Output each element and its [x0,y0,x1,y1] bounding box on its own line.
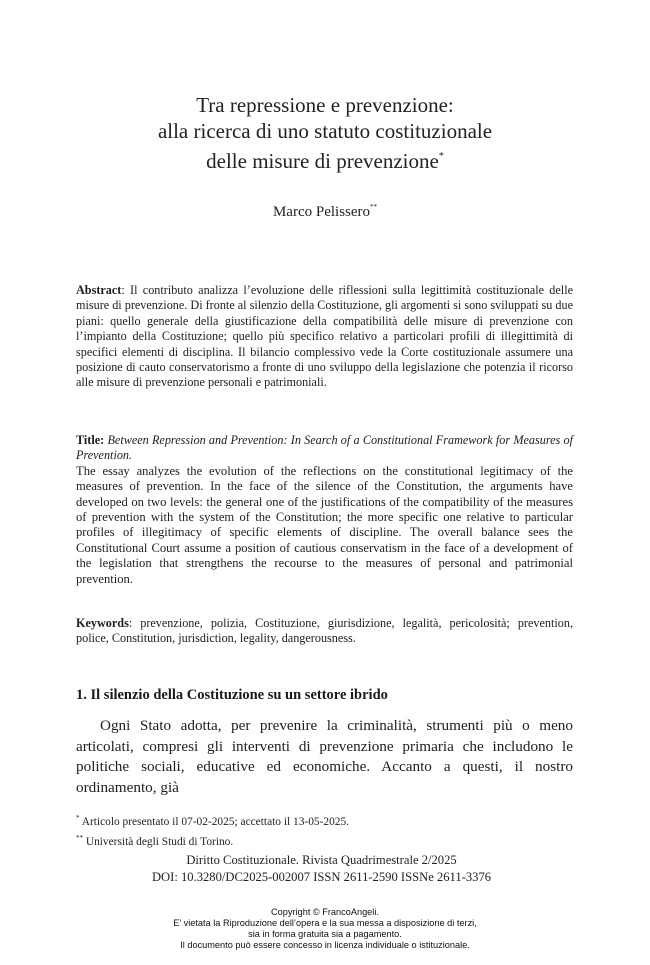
title-line-1: Tra repressione e prevenzione: [196,93,454,117]
english-title-label: Title: [76,433,105,447]
author [0,203,650,221]
copyright-line-2: E’ vietata la Riproduzione dell’opera e la sua messa a disposizione di terzi, [173,918,477,929]
footnote-2-text: Università degli Studi di Torino. [83,835,234,848]
keywords-label: Keywords [76,616,129,630]
footnotes [76,811,573,850]
section-heading: 1. Il silenzio della Costituzione su un settore ibrido [76,687,388,703]
copyright-notice [0,907,650,951]
footnote-1 [76,811,573,831]
journal-info [76,852,573,885]
footnote-1-mark: * [76,814,80,822]
copyright-line-4: Il documento può essere concesso in licenza individuale o istituzionale. [180,940,470,951]
abstract-text: : Il contributo analizza l’evoluzione delle riflessioni sulla legittimità costituzionale delle misure di prevenzione. Di fronte al silenzio della Costituzione, gli argomenti si sono sviluppati su due piani: quello generale della giustificazione della compatibilità delle misure di prevenzione con l’impianto della Costituzione; quello più specifico relativo a particolari profili di illegittimità di specifici elementi di disciplina. Il bilancio complessivo vede la Corte costituzionale assumere una posizione di cauto conservatorismo a fronte di uno sviluppo della legislazione che potenzia il ricorso alle misure di prevenzione personali e patrimoniali. [76,283,573,390]
author-footnote-mark: ** [370,203,378,211]
journal-line-2: DOI: 10.3280/DC2025-002007 ISSN 2611-2590 ISSNe 2611-3376 [151,869,492,884]
author-name: Marco Pelissero [272,204,371,220]
title-line-3 [0,144,650,174]
abstract [76,283,573,391]
title-line-3-text: delle misure di prevenzione [206,149,439,173]
keywords-text: : prevenzione, polizia, Costituzione, giurisdizione, legalità, pericolosità; prevention, police, Constitution, jurisdiction, legality, dangerousness. [76,616,573,646]
journal-line-1: Diritto Costituzionale. Rivista Quadrimestrale 2/2025 [186,853,457,867]
abstract-label: Abstract [76,283,122,297]
title-line-2: alla ricerca di uno statuto costituzionale [157,119,493,143]
title-footnote-mark: * [438,151,444,162]
english-title: Between Repression and Prevention: In Search of a Constitutional Framework for Measures of Prevention. [76,433,574,463]
copyright-line-1: Copyright © FrancoAngeli. [271,907,379,917]
article-title [0,92,650,174]
english-abstract [76,433,573,587]
footnote-2-mark: ** [76,833,83,842]
english-abstract-text: The essay analyzes the evolution of the reflections on the constitutional legitimacy of the measures of prevention. In the face of the silence of the Constitution, the arguments have developed on two levels: the general one of the justifications of the compatibility of the measures of prevention with the system of the Constitution; the more specific one relative to particular profiles of illegitimacy of specific elements of discipline. The overall balance sees the Constitutional Court assume a position of cautious conservatism in the face of a development of the legislation that strengthens the recourse to the measures of personal and patrimonial prevention. [76,463,573,586]
keywords [76,616,573,647]
footnote-2 [76,831,573,851]
copyright-line-3: sia in forma gratuita sia a pagamento. [248,929,402,940]
section-body-text: Ogni Stato adotta, per prevenire la criminalità, strumenti più o meno articolati, compresi gli interventi di prevenzione primaria che includono le politiche sociali, educative ed economiche. Accanto a questi, il nostro ordinamento, già [76,717,573,796]
footnote-1-text: Articolo presentato il 07-02-2025; accettato il 13-05-2025. [79,816,350,828]
